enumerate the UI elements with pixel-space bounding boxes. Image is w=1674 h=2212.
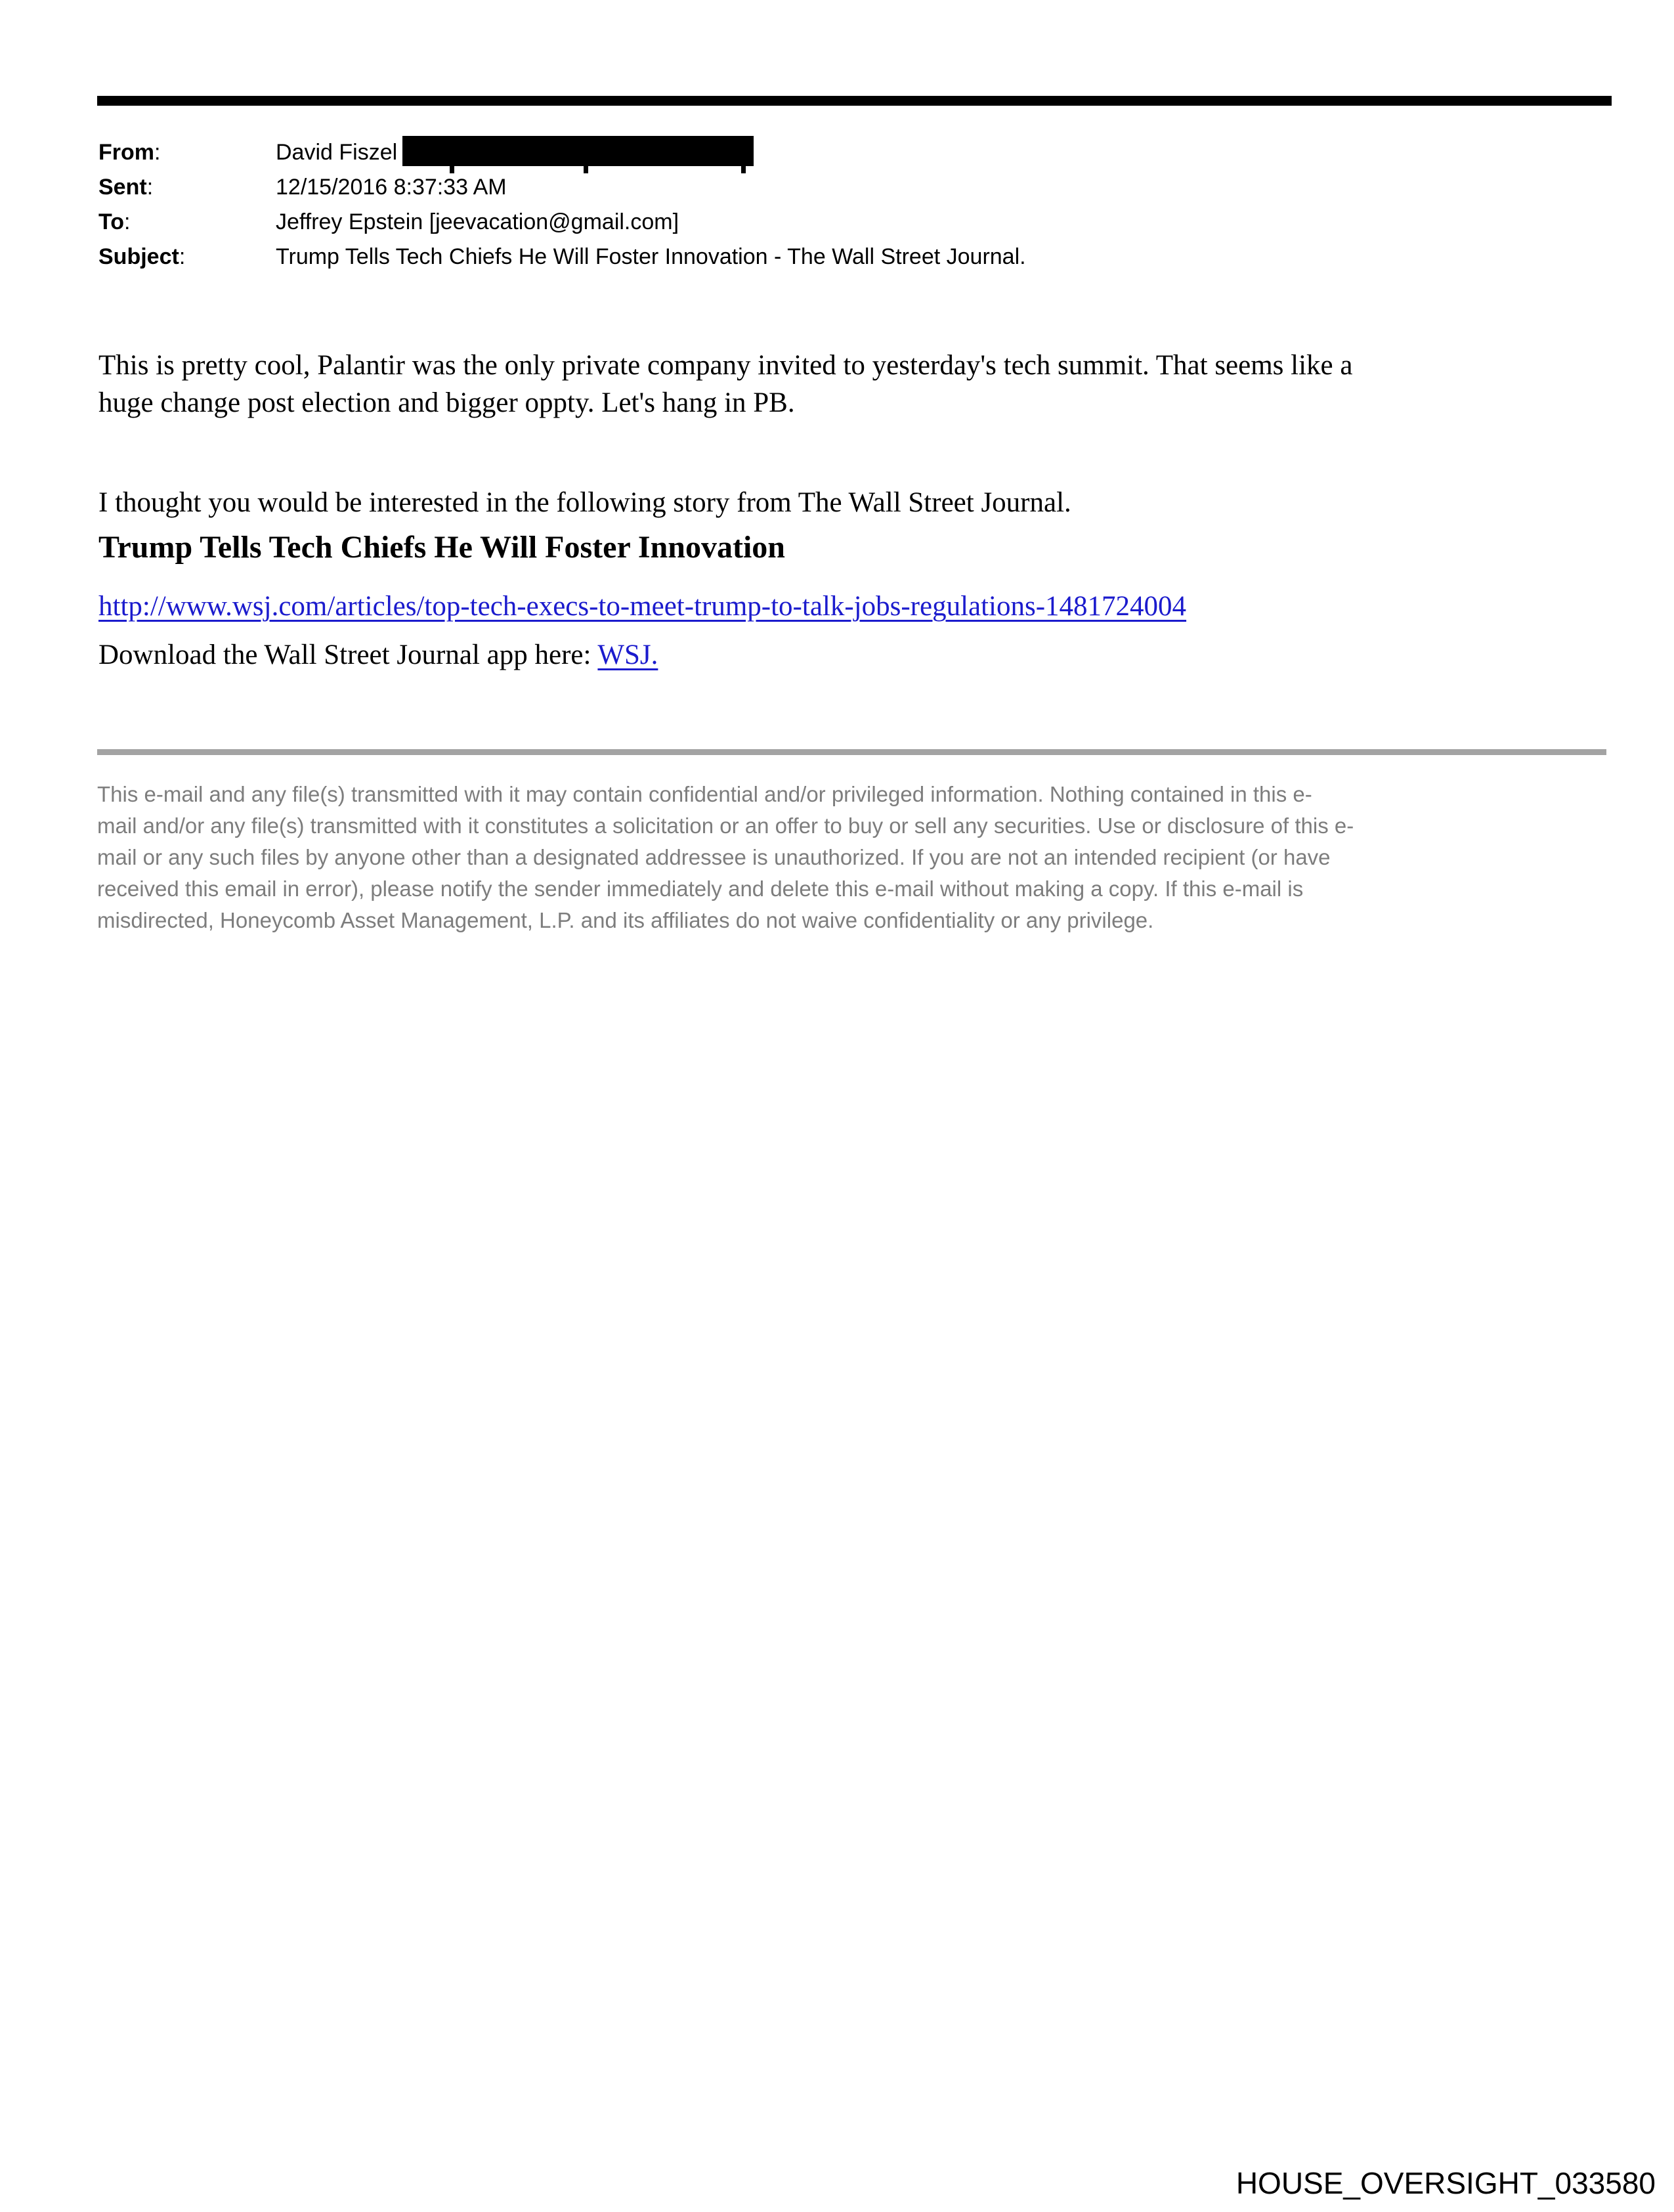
sent-label: Sent	[98, 175, 147, 200]
bates-number: HOUSE_OVERSIGHT_033580	[1235, 2166, 1656, 2200]
subject-label-colon: :	[179, 244, 186, 269]
sent-label-colon: :	[146, 175, 154, 200]
body-intro-line: I thought you would be interested in the following story from The Wall Street Journal.	[98, 487, 1071, 518]
from-label-colon: :	[154, 140, 161, 165]
redaction-box	[402, 136, 754, 166]
download-line	[98, 638, 1628, 672]
header-row-sent	[98, 170, 1608, 205]
disclaimer-line-1: This e-mail and any file(s) transmitted with it may contain confidential and/or privileged information. Nothing contained in this e-	[97, 782, 1312, 806]
to-label-colon: :	[124, 209, 131, 234]
header-row-from	[98, 135, 1608, 170]
to-value: Jeffrey Epstein [jeevacation@gmail.com]	[276, 209, 679, 234]
disclaimer-line-5: misdirected, Honeycomb Asset Management, L.P. and its affiliates do not waive confidentiality or any privilege.	[97, 908, 1154, 932]
disclaimer-divider-rule	[97, 749, 1606, 755]
body-paragraph-1-line-1: This is pretty cool, Palantir was the only private company invited to yesterday's tech summit. That seems like a	[98, 350, 1353, 381]
header-row-to	[98, 205, 1608, 240]
redaction-artifact	[741, 165, 746, 173]
redaction-artifact	[450, 165, 454, 173]
from-value	[276, 135, 754, 170]
from-sender-name: David Fiszel	[276, 140, 398, 165]
sent-value: 12/15/2016 8:37:33 AM	[276, 175, 507, 200]
to-label: To	[98, 209, 125, 234]
header-top-rule	[97, 96, 1612, 106]
disclaimer-line-2: mail and/or any file(s) transmitted with it constitutes a solicitation or an offer to buy or sell any securities. Use or disclosure of this e-	[97, 813, 1354, 838]
wsj-app-link[interactable]: WSJ.	[597, 640, 658, 670]
disclaimer-line-4: received this email in error), please notify the sender immediately and delete this e-mail without making a copy. If this e-mail is	[97, 877, 1304, 901]
subject-label: Subject	[98, 244, 179, 269]
article-link-line	[98, 590, 1628, 624]
download-prefix-text: Download the Wall Street Journal app here:	[98, 640, 598, 670]
article-url-link[interactable]: http://www.wsj.com/articles/top-tech-execs-to-meet-trump-to-talk-jobs-regulations-1481724004	[98, 591, 1187, 622]
disclaimer-line-3: mail or any such files by anyone other than a designated addressee is unauthorized. If you are not an intended recipient (or have	[97, 845, 1331, 869]
redaction-artifact	[584, 165, 588, 173]
subject-value: Trump Tells Tech Chiefs He Will Foster Innovation - The Wall Street Journal.	[276, 244, 1026, 269]
header-row-subject	[98, 240, 1608, 274]
from-label: From	[98, 140, 154, 165]
email-header	[98, 135, 1608, 274]
confidentiality-disclaimer	[97, 779, 1633, 936]
body-paragraph-1	[98, 347, 1628, 422]
article-headline: Trump Tells Tech Chiefs He Will Foster Innovation	[98, 530, 785, 565]
body-paragraph-1-line-2: huge change post election and bigger oppty. Let's hang in PB.	[98, 387, 795, 418]
